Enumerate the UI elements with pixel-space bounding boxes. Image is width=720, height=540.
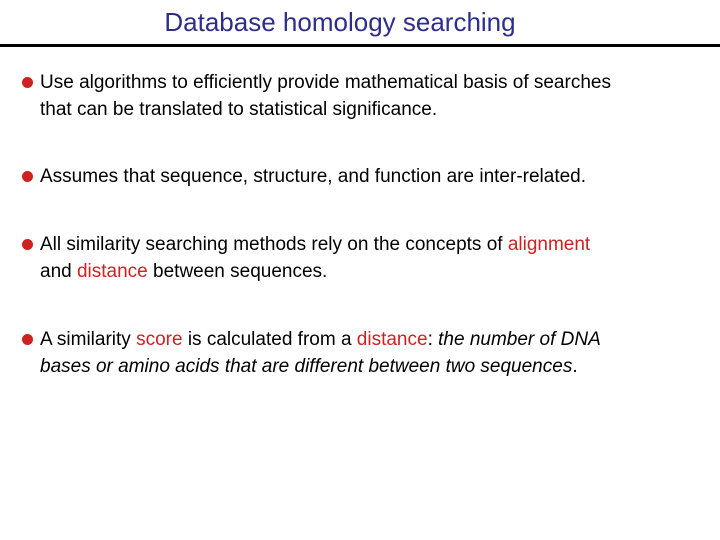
bullet-text-segment: :	[427, 329, 439, 350]
bullet-text-segment: and	[40, 261, 77, 282]
bullet-text-segment: All similarity searching methods rely on the concepts of	[40, 234, 508, 255]
bullet-line	[40, 258, 702, 285]
bullet-text-segment: .	[572, 356, 578, 377]
bullet-line	[40, 353, 702, 380]
title-divider	[0, 44, 720, 47]
bullet-text	[40, 69, 702, 123]
bullet-text-segment: between sequences.	[147, 261, 328, 282]
bullet-line: that can be translated to statistical significance.	[40, 99, 438, 120]
bullet-dot-icon	[22, 334, 33, 345]
bullet-text-segment: is calculated from a	[182, 329, 357, 350]
bullet-dot-icon	[22, 171, 33, 182]
bullet-text	[40, 326, 702, 380]
bullet-text	[40, 163, 702, 190]
slide-title: Database homology searching	[164, 7, 516, 37]
highlight-term-distance: distance	[356, 329, 428, 350]
bullet-item-3	[22, 231, 702, 285]
highlight-term-distance: distance	[76, 261, 148, 282]
definition-text: bases or amino acids that are different between two sequences	[40, 356, 573, 377]
bullet-line: Assumes that sequence, structure, and function are inter-related.	[40, 166, 587, 187]
bullet-text-segment: A similarity	[40, 329, 137, 350]
bullet-item-2	[22, 163, 702, 190]
definition-text: the number of DNA	[438, 329, 601, 350]
bullet-item-1	[22, 69, 702, 123]
bullet-dot-icon	[22, 239, 33, 250]
bullet-line: Use algorithms to efficiently provide mathematical basis of searches	[40, 72, 611, 93]
bullet-item-4	[22, 326, 702, 380]
bullet-text	[40, 231, 702, 285]
bullet-dot-icon	[22, 77, 33, 88]
highlight-term-score: score	[136, 329, 183, 350]
highlight-term-alignment: alignment	[507, 234, 591, 255]
